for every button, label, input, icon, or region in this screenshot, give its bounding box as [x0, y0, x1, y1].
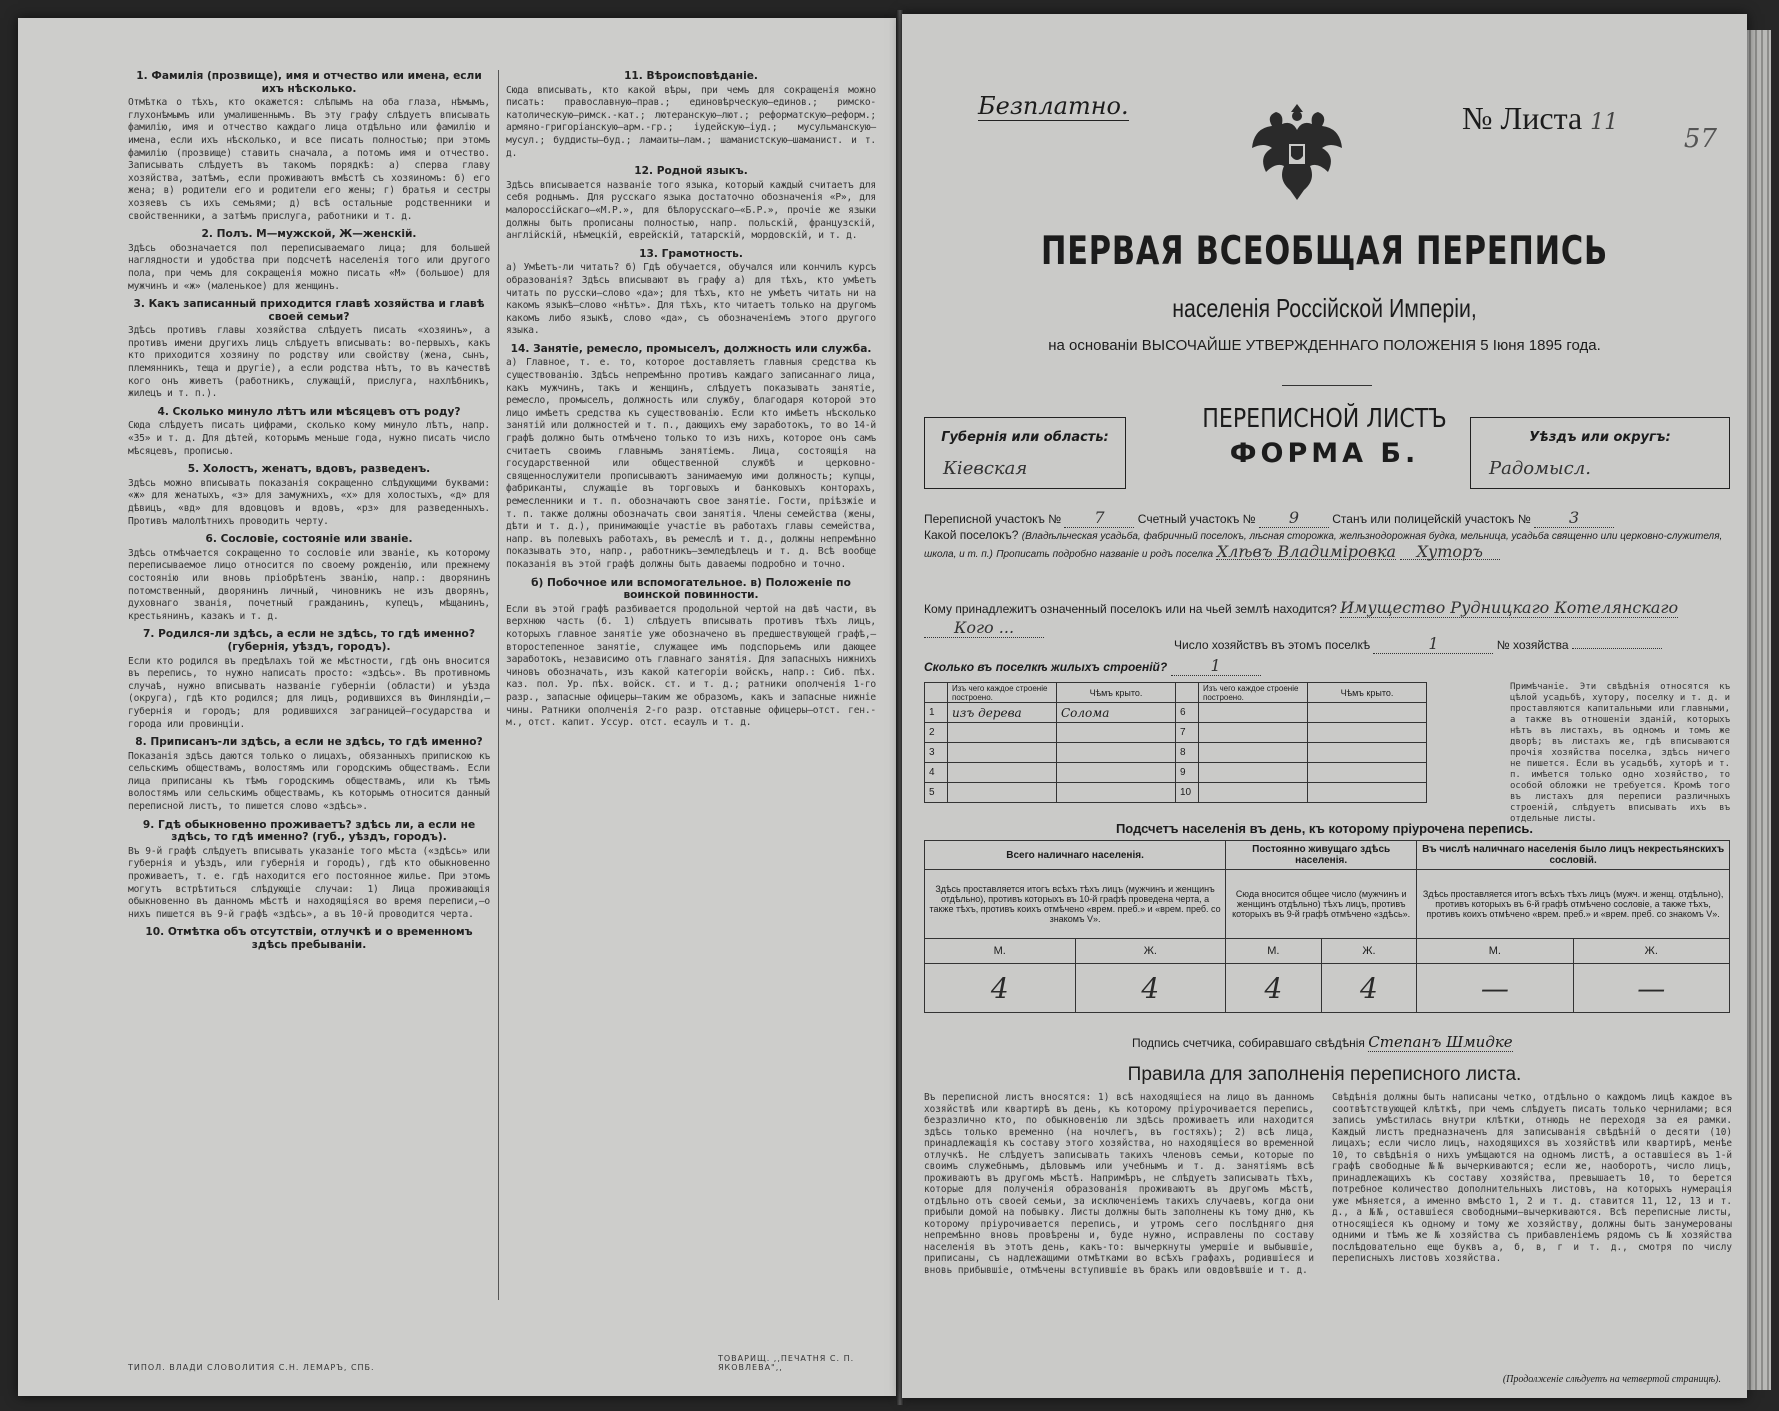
count-section-value: 9	[1259, 508, 1329, 528]
building-row	[925, 743, 1427, 763]
sheet-number	[1462, 100, 1618, 137]
signature-value: Степанъ Шмидке	[1368, 1033, 1513, 1051]
households-value: 1	[1373, 634, 1493, 654]
instruction-body: Сюда вписывать, кто какой вѣры, при чемъ для сокращенія можно писать: православную—прав.; единовѣрческую—единов.; римско-католическую—римск.-кат.; лютеранскую—лют.; реформатскую—реформ.; армяно-григоріанскую—арм.-гр.; іудейскую—іуд.; мусульманскую—мусул.; буддисты—буд.; ламаиты—лам.; шаманистскую—шаманист. и т. д.	[506, 84, 876, 159]
instruction-section	[506, 70, 876, 160]
instruction-body: Здѣсь отмѣчается сокращенно то сословіе или званіе, къ которому переписываемое лицо относится по своему рожденію, или прежнему состоянію или вновь пріобрѣтенъ званію, напр.: дворянинъ потомственный, дворянинъ личный, чиновникъ не изъ дворянъ, духовнаго званія, почетный гражданинъ, купецъ, мѣщанинъ, крестьянинъ, казакъ и т. д.	[128, 547, 490, 622]
bldg-num: 9	[1176, 763, 1199, 783]
pop-m-1: М.	[925, 939, 1076, 964]
instruction-body: Сюда слѣдуетъ писать цифрами, сколько кому минуло лѣтъ, напр. «35» и т. д. Для дѣтей, которымъ меньше года, нужно писать число мѣсяцевъ, прописью.	[128, 420, 490, 457]
instruction-section	[128, 463, 490, 528]
buildings-count-row	[924, 656, 1261, 676]
district-numbers-row	[924, 508, 1614, 528]
instruction-heading: б) Побочное или вспомогательное. в) Положеніе по воинской повинности.	[531, 576, 851, 602]
instruction-heading: 13. Грамотность.	[639, 247, 743, 260]
households-label: Число хозяйствъ въ этомъ поселкѣ	[1174, 638, 1371, 652]
pop-zh-3: Ж.	[1573, 939, 1729, 964]
building-row	[925, 723, 1427, 743]
pop-zh-2: Ж.	[1321, 939, 1417, 964]
households-row	[924, 634, 1662, 654]
instruction-body: а) Умѣетъ-ли читать? б) Гдѣ обучается, обучался или кончилъ курсъ образованія? Здѣсь вписывают въ графу а) для тѣхъ, кто умѣетъ читать по русски—слово «да»; для тѣхъ, кто не умѣетъ читать ни на какомъ языкѣ—слово «нѣтъ». Для тѣхъ, кто читаетъ только на другомъ какомъ либо языкѣ, слово «да», съ обозначеніемъ этого другого языка.	[506, 262, 876, 337]
instructions-column-right	[506, 68, 876, 735]
bldg-col-material-1: Изъ чего каждое строеніе построено.	[948, 683, 1057, 703]
bldg-roof	[1057, 743, 1176, 763]
column-divider	[498, 70, 499, 1300]
police-section-label: Станъ или полицейскій участокъ №	[1332, 512, 1531, 526]
signature-label: Подпись счетчика, собиравшаго свѣдѣнія	[1132, 1036, 1365, 1050]
instruction-section	[506, 577, 876, 730]
bldg-material	[948, 723, 1057, 743]
pop-present-female: 4	[1075, 964, 1226, 1013]
instruction-heading: 10. Отмѣтка объ отсутствіи, отлучкѣ и о временномъ здѣсь пребываніи.	[145, 926, 473, 951]
instruction-section	[128, 228, 490, 293]
bldg-material	[948, 763, 1057, 783]
instruction-section	[128, 406, 490, 458]
police-section-value: 3	[1534, 508, 1614, 528]
bldg-material	[948, 783, 1057, 803]
rules-column-left: Въ переписной листъ вносятся: 1) всѣ находящіеся на лицо въ данномъ хозяйствѣ или квартирѣ въ день, къ которому пріурочивается перепись, безразлично кто, по обыкновенію ли здѣсь проживаетъ или находится здѣсь только временно (на ночлегъ, въ гостяхъ); 2) всѣ лица, принадлежащія къ составу этого хозяйства, но находящіеся во временной отлучкѣ. Не слѣдуетъ записывать такихъ членовъ семьи, которые по своимъ служебнымъ, дѣловымъ или учебнымъ и т. д. занятіямъ всѣ проживаютъ въ другомъ мѣстѣ. Напримѣръ, не слѣдуетъ записывать тѣхъ, которые для полученія образованія проживаютъ въ другомъ мѣстѣ, отдѣльно отъ своей семьи, за исключеніемъ такихъ случаевъ, когда они прибыли домой на побывку. Листы должны быть заполнены къ тому дню, къ которому пріурочивается перепись, и утромъ сего послѣдняго дня непремѣнно вновь провѣрены и, буде нужно, исправлены по составу населенія въ этотъ день, какъ-то: вычеркнуты умершіе и выбывшіе, приписаны, съ надлежащими отмѣтками во всѣхъ графахъ, родившіеся и вновь прибывшіе, отмѣчены вступившіе въ бракъ или овдовѣвшіе и т. д.	[924, 1092, 1314, 1276]
building-row	[925, 703, 1427, 723]
bldg-material	[1199, 783, 1308, 803]
census-subtitle: населенія Россійской Имперіи,	[1172, 293, 1477, 323]
instruction-heading: 2. Полъ. М—мужской, Ж—женскій.	[201, 228, 417, 241]
title-rule	[1282, 385, 1372, 386]
buildings-table	[924, 682, 1427, 803]
settlement-value: Хлѣвъ Владиміровка	[1216, 542, 1397, 561]
buildings-note: Примѣчаніе. Эти свѣдѣнія относятся къ цѣлой усадьбѣ, хутору, поселку и т. д. и проставляются капитальными или главными, а также въ отношеніи зданій, которыхъ нѣтъ въ листахъ, въ одномъ и томъ же дворѣ; въ листахъ же, гдѣ вписываются прочія хозяйства поселка, здѣсь ничего не пишется. Если въ усадьбѣ, хуторѣ и т. п. имѣется только одно хозяйство, то особой обложки не требуется. Кромѣ того въ листахъ для переписи различныхъ строеній, слѣдуетъ вписывать ихъ въ отдельные листы.	[1510, 682, 1730, 824]
owner-row	[924, 598, 1724, 638]
population-count-title: Подсчетъ населенія въ день, къ которому пріурочена перепись.	[1115, 821, 1534, 836]
free-of-charge-label: Безплатно.	[978, 92, 1129, 120]
instruction-section	[506, 343, 876, 572]
instruction-heading: 14. Занятіе, ремесло, промыселъ, должность или служба.	[510, 342, 872, 355]
instruction-section	[128, 70, 490, 223]
household-number-value	[1572, 648, 1662, 649]
district-value: Радомысл.	[1489, 458, 1591, 479]
instruction-body: Въ 9-й графѣ слѣдуетъ вписывать указаніе того мѣста («здѣсь» или губернія и уѣздъ, или губернія и городъ), гдѣ кто обыкновенно проживаетъ, т. е. гдѣ находится его постоянное жилье. При этомъ могутъ встрѣтиться слѣдующіе случаи: 1) Лица проживающія обыкновенно въ данномъ мѣстѣ и находящіяся во время переписи,—о нихъ пишется въ 9-й графѣ «здѣсь», а въ 10-й проводится черта.	[128, 845, 490, 920]
bldg-num: 6	[1176, 703, 1199, 723]
pop-m-2: М.	[1226, 939, 1322, 964]
district-box	[1470, 417, 1730, 489]
bldg-roof	[1308, 703, 1427, 723]
owner-value-2: Кого ...	[924, 618, 1044, 638]
pop-desc-nonpeasant: Здѣсь проставляется итогъ всѣхъ тѣхъ лицъ (мужч. и женщ. отдѣльно), противъ которыхъ въ 6-й графѣ отмѣчено сословіе, а также тѣхъ, противъ коихъ отмѣчено «врем. преб.» и «врем. преб. со знакомъ V».	[1417, 870, 1730, 939]
pop-present-male: 4	[925, 964, 1076, 1013]
settlement-hint-2: Прописать подробно названіе и родъ поселка	[996, 549, 1214, 560]
bldg-roof	[1308, 723, 1427, 743]
instructions-column-left	[128, 68, 490, 957]
instruction-section	[128, 628, 490, 731]
instruction-body: а) Главное, т. е. то, которое доставляетъ главныя средства къ существованію. Здѣсь непремѣнно противъ каждаго записаннаго лица, какъ мужчинъ, такъ и женщинъ, слѣдуетъ показывать занятіе, ремесло, промыселъ, должность или службу, благодаря которой это лицо имѣетъ средства къ существованію. Если кто имѣетъ нѣсколько занятій или должностей и т. п., дающихъ ему заработокъ, то во 14-й графѣ должно быть отмѣчено только то изъ нихъ, которое онъ самъ считаетъ своимъ главнымъ занятіемъ. Лица, состоящія на государственной или общественной службѣ и церковно-священнослужители прописываютъ занимаемую ими должность; купцы, фабриканты, служащіе въ торговыхъ и банковыхъ конторахъ, ремесленники и т. п. обозначаютъ свое занятіе. Гости, пріѣзжіе и т. п. также должны обозначать свои занятія. Члены семейства (жены, дѣти и т. д.), принимающіе участіе въ работахъ главы семейства, напр. въ полевыхъ работахъ, въ ремеслѣ и т. д., должны непремѣнно показывать это, напр., работникъ—земледѣлецъ и т. д. Всѣ вообще показанія въ этой графѣ должны быть даваемы подробно и точно.	[506, 357, 876, 570]
enumerator-signature-row	[1132, 1033, 1513, 1051]
bldg-material	[1199, 763, 1308, 783]
instruction-body: Показанія здѣсь даются только о лицахъ, обязанныхъ припискою къ сельскимъ обществамъ, волостямъ или городскимъ обществамъ. Если лица приписаны къ тѣмъ городскимъ обществамъ, или къ тѣмъ волостямъ или сельскимъ обществамъ, къ которымъ относится данный переписной листъ, то пишется слово «здѣсь».	[128, 750, 490, 813]
instruction-heading: 8. Приписанъ-ли здѣсь, а если не здѣсь, то гдѣ именно?	[135, 736, 483, 749]
bldg-material	[1199, 743, 1308, 763]
owner-value: Имущество Рудницкаго Котелянскаго	[1340, 598, 1679, 617]
pop-head-resident: Постоянно живущаго здѣсь населенія.	[1226, 841, 1417, 870]
rules-column-right: Свѣдѣнія должны быть написаны четко, отдѣльно о каждомъ лицѣ каждое въ соотвѣтствующей клѣткѣ, при чемъ слѣдуетъ писать только чернилами; вся запись умѣстилась внутри клѣтки, отнюдь не переходя за ея рамки. Каждый листъ предназначенъ для записыванія свѣдѣній о десяти (10) лицахъ; если число лицъ, находящихся въ хозяйствѣ или квартирѣ, менѣе 10, то свѣдѣнія о нихъ умѣщаются на одномъ листѣ, а оставшіеся въ 1-й графѣ свободные №№ вычеркиваются; если же, наоборотъ, число лицъ, принадлежащихъ къ составу хозяйства, превышаетъ 10, то берется потребное количество дополнительныхъ листовъ, на которыхъ нумерація уже мѣняется, а именно вмѣсто 1, 2 и т. д. ставится 11, 12, 13 и т. д., а №№, оставшіеся свободными—вычеркиваются. Всѣ переписные листы, относящіеся къ одному и тому же хозяйству, должны быть занумерованы одними и тѣмъ же № хозяйства съ прибавленіемъ рядомъ съ № хозяйства послѣдовательно еще буквъ а, б, в, г и т. д., смотря по числу переписныхъ листовъ хозяйства.	[1332, 1092, 1732, 1264]
household-number-label: № хозяйства	[1496, 638, 1569, 652]
pop-desc-present: Здѣсь проставляется итогъ всѣхъ тѣхъ лицъ (мужчинъ и женщинъ отдѣльно), противъ которыхъ въ 10-й графѣ проведена черта, а также тѣхъ, противъ коихъ отмѣчено «врем. преб.» и «врем. преб. со знакомъ V».	[925, 870, 1226, 939]
bldg-col-roof-2: Чѣмъ крыто.	[1308, 683, 1427, 703]
building-row	[925, 763, 1427, 783]
bldg-num: 8	[1176, 743, 1199, 763]
instruction-heading: 7. Родился-ли здѣсь, а если не здѣсь, то гдѣ именно? (губернія, уѣздъ, городъ).	[143, 628, 475, 653]
census-section-value: 7	[1064, 508, 1134, 528]
owner-label: Кому принадлежитъ означенный поселокъ или на чьей землѣ находится?	[924, 602, 1337, 616]
bldg-col-material-2: Изъ чего каждое строеніе построено.	[1199, 683, 1308, 703]
instruction-heading: 12. Родной языкъ.	[634, 165, 748, 178]
instruction-body: Здѣсь противъ главы хозяйства слѣдуетъ писать «хозяинъ», а противъ имени другихъ лицъ слѣдуетъ вписывать: во-первыхъ, какъ кто приходится хозяину по родству или свойству (жена, сынъ, племянникъ, теща и другіе), а если родства нѣтъ, то въ качествѣ кого онъ живетъ (работникъ, служащій, прислуга, нахлѣбникъ, жилецъ и т. п.).	[128, 325, 490, 400]
province-value: Кіевская	[943, 458, 1028, 479]
continued-note: (Продолженіе слѣдуетъ на четвертой страницѣ).	[1502, 1374, 1721, 1385]
pop-m-3: М.	[1417, 939, 1573, 964]
rules-title: Правила для заполненія переписного листа.	[1127, 1064, 1522, 1085]
pop-head-nonpeasant: Въ числѣ наличнаго населенія было лицъ некрестьянскихъ сословій.	[1417, 841, 1730, 870]
bldg-num: 3	[925, 743, 948, 763]
instruction-body: Здѣсь вписывается названіе того языка, который каждый считаетъ для себя роднымъ. Для русскаго языка достаточно обозначенія «Р», для малороссійскаго—«М.Р.», для бѣлорусскаго—«Б.Р.», прочіе же языки должны быть прописаны полностью, напр. польскій, французскій, англійскій, нѣмецкій, еврейскій, татарскій, мордовскій, и т. д.	[506, 179, 876, 242]
bldg-roof: Солома	[1057, 703, 1176, 723]
count-section-label: Счетный участокъ №	[1137, 512, 1256, 526]
bldg-material	[948, 743, 1057, 763]
bldg-material: изъ дерева	[948, 703, 1057, 723]
bldg-num: 2	[925, 723, 948, 743]
sheet-number-value: 11	[1590, 110, 1619, 135]
left-instructions-page	[18, 18, 898, 1396]
buildings-count-value: 1	[1171, 656, 1261, 676]
instruction-heading: 11. Вѣроисповѣданіе.	[624, 70, 758, 82]
instruction-heading: 6. Сословіе, состояніе или званіе.	[205, 533, 413, 546]
pop-zh-1: Ж.	[1075, 939, 1226, 964]
census-form-page	[902, 14, 1747, 1398]
bldg-num: 5	[925, 783, 948, 803]
bldg-material	[1199, 703, 1308, 723]
pop-head-present: Всего наличнаго населенія.	[925, 841, 1226, 870]
instruction-body: Здѣсь можно вписывать показанія сокращенно слѣдующими буквами: «ж» для женатыхъ, «з» для замужнихъ, «х» для холостыхъ, «д» для дѣвицъ, «вд» для вдовцовъ и вдовъ, «рз» для разведенныхъ. Противъ малолѣтнихъ проводить черту.	[128, 477, 490, 527]
instruction-body: Если кто родился въ предѣлахъ той же мѣстности, гдѣ онъ вносится въ перепись, то нужно написать просто: «здѣсь». Въ противномъ случаѣ, нужно вписывать названіе губерніи (области) и уѣзда (округа), гдѣ кто родился; для лицъ, родившихся въ Финляндіи,—губернія и городъ; для родившихся заграницей—государства и города или провинціи.	[128, 655, 490, 730]
pop-resident-male: 4	[1226, 964, 1322, 1013]
instruction-heading: 1. Фамилія (прозвище), имя и отчество или имена, если ихъ нѣсколько.	[136, 70, 482, 95]
census-section-label: Переписной участокъ №	[924, 512, 1062, 526]
building-row	[925, 783, 1427, 803]
pop-nonpeasant-male: —	[1417, 964, 1573, 1013]
instruction-section	[128, 819, 490, 922]
settlement-label: Какой поселокъ?	[924, 528, 1019, 542]
instruction-section	[506, 165, 876, 243]
bldg-roof	[1057, 783, 1176, 803]
bldg-roof	[1308, 743, 1427, 763]
census-title: ПЕРВАЯ ВСЕОБЩАЯ ПЕРЕПИСЬ	[1041, 229, 1608, 274]
instruction-section	[128, 926, 490, 951]
instruction-body: Если въ этой графѣ разбивается продольной чертой на двѣ части, въ верхнюю часть (б. 1) слѣдуетъ вписывать противъ тѣхъ лицъ, которыхъ главное занятіе уже обозначено въ предшествующей графѣ,—второстепенное занятіе, служащее имъ подспорьемъ или дающее заработокъ, независимо отъ главнаго занятія. Для запасныхъ нижнихъ чиновъ обозначать, изъ какой категоріи войскъ, напр.: Сиб. пѣх. каз. пол. Ур. пѣх. войск. ст. и т. д.; ратники ополченія 1-го разр., запасные офицеры—таким же образомъ, какъ и запасные нижніе чины. Ратники ополченія 2-го разр. отставные офицеры—отст. ген.-м., отст. капит. Уссур. отст. есаулъ и т. д.	[506, 603, 876, 729]
instruction-body: Здѣсь обозначается пол переписываемаго лица; для большей наглядности и удобства при подсчетѣ населенія того или другого пола, при чемъ для сокращенія можно писать «М» (большое) для мужчинъ и «ж» (маленькое) для женщинъ.	[128, 242, 490, 292]
printer-imprint-left: ТИПОЛ. ВЛАДИ СЛОВОЛИТИЯ С.Н. ЛЕМАРЪ, СПБ.	[128, 1363, 375, 1372]
bldg-material	[1199, 723, 1308, 743]
census-legal-basis: на основаніи ВЫСОЧАЙШЕ УТВЕРЖДЕННАГО ПОЛОЖЕНІЯ 5 Іюня 1895 года.	[1048, 337, 1601, 354]
bldg-roof	[1057, 723, 1176, 743]
form-heading: ПЕРЕПИСНОЙ ЛИСТЪ	[1202, 404, 1447, 434]
instruction-section	[128, 298, 490, 401]
province-label: Губернія или область:	[941, 430, 1109, 445]
population-table	[924, 840, 1730, 1013]
settlement-row	[924, 528, 1724, 562]
sheet-number-label: № Листа	[1462, 100, 1583, 136]
bldg-roof	[1308, 763, 1427, 783]
instruction-section	[128, 533, 490, 623]
bldg-roof	[1057, 763, 1176, 783]
instruction-heading: 9. Гдѣ обыкновенно проживаетъ? здѣсь ли, а если не здѣсь, то гдѣ именно? (губ., уѣздъ, городъ).	[142, 818, 476, 844]
settlement-hint: (Владѣльческая усадьба, фабричный поселокъ, лѣсная сторожка, желѣзнодорожная будка, мельница, усадьба священно или церковно-служителя, школа, и т. п.)	[924, 531, 1723, 560]
instruction-section	[128, 736, 490, 814]
instruction-heading: 3. Какъ записанный приходится главѣ хозяйства и главѣ своей семьи?	[133, 298, 485, 323]
pop-resident-female: 4	[1321, 964, 1417, 1013]
instruction-section	[506, 248, 876, 338]
district-label: Уѣздъ или округъ:	[1529, 430, 1671, 445]
bldg-num: 1	[925, 703, 948, 723]
settlement-value-2: Хуторъ	[1400, 544, 1500, 560]
buildings-count-label: Сколько въ поселкѣ жилыхъ строеній?	[924, 660, 1168, 674]
printer-imprint-right: ТОВАРИЩ. ,,ПЕЧАТНЯ С. П. ЯКОВЛЕВА",,	[718, 1354, 855, 1372]
instruction-heading: 5. Холостъ, женатъ, вдовъ, разведенъ.	[187, 463, 431, 476]
double-headed-eagle-icon	[1242, 96, 1352, 206]
pop-desc-resident: Сюда вносится общее число (мужчинъ и женщинъ отдѣльно) тѣхъ лицъ, противъ которыхъ въ 9-й графѣ отмѣчено «здѣсь».	[1226, 870, 1417, 939]
bldg-num: 7	[1176, 723, 1199, 743]
pop-nonpeasant-female: —	[1573, 964, 1729, 1013]
bldg-num: 10	[1176, 783, 1199, 803]
bldg-num: 4	[925, 763, 948, 783]
instruction-body: Отмѣтка о тѣхъ, кто окажется: слѣпымъ на оба глаза, нѣмымъ, глухонѣмымъ или умалишеннымъ. Въ эту графу слѣдуетъ вписывать фамилію, имя и отчество каждаго лица отдѣльно или фамилію и имена, если ихъ нѣсколько, и все писать полностью; при этомъ фамилію (прозвище) ставить сначала, а потомъ имя и отчество. Записывать слѣдуетъ въ такомъ порядкѣ: а) сперва главу хозяйства, затѣмъ, если проживаютъ вмѣстѣ съ хозяиномъ: б) его жена; в) родители его и родители его жены; г) братья и сестры хозяевъ съ ихъ семьями; д) всѣ остальные родственники и свойственники, а затѣмъ прислуга, работники и т. д.	[128, 97, 490, 222]
corner-page-number: 57	[1683, 124, 1717, 154]
bldg-col-roof-1: Чѣмъ крыто.	[1057, 683, 1176, 703]
bldg-roof	[1308, 783, 1427, 803]
form-type: ФОРМА Б.	[1229, 438, 1420, 469]
instruction-heading: 4. Сколько минуло лѣтъ или мѣсяцевъ отъ роду?	[157, 405, 461, 418]
